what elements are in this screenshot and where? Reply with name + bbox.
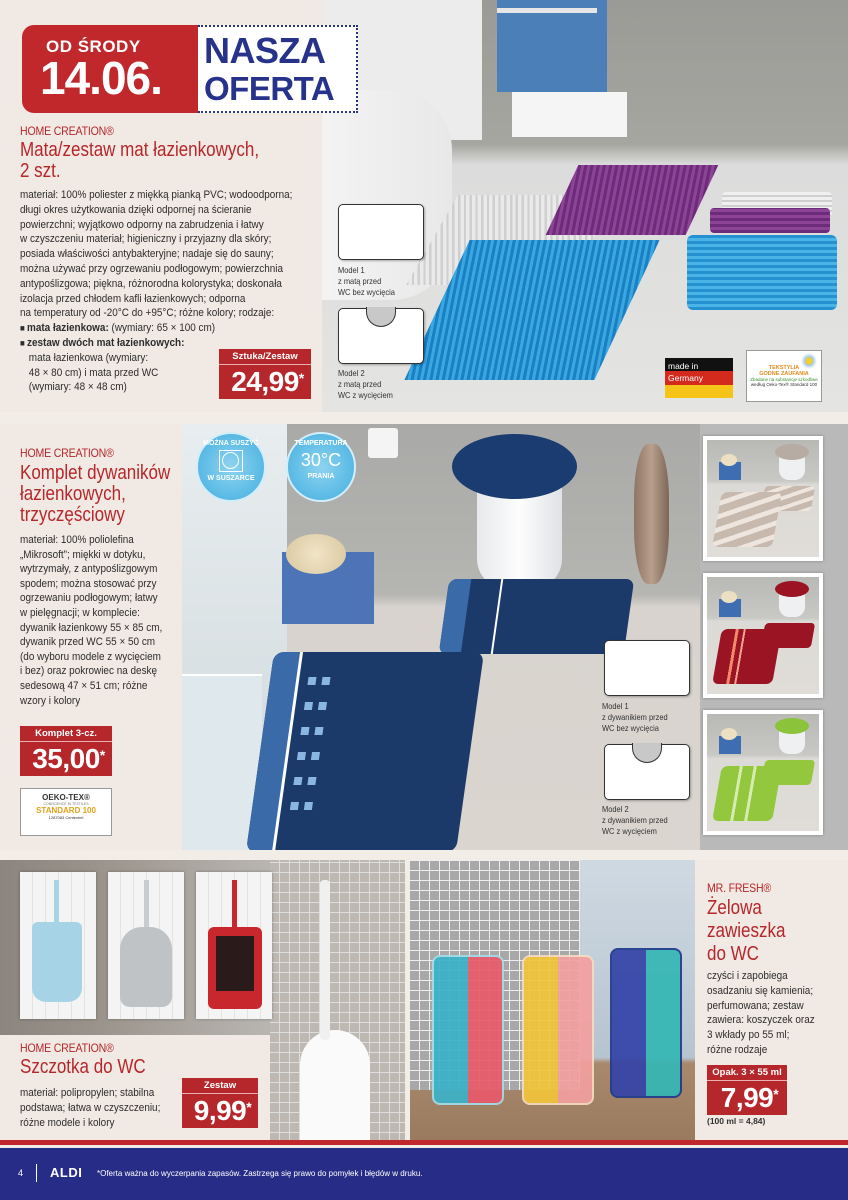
product-image-rug-set bbox=[182, 424, 700, 850]
product-description: materiał: 100% poliolefina „Mikrosoft”; miękki w dotyku, wytrzymały, z antypoślizgowym spodem; można stosować przy ogrzewaniu podłogowym; łatwy w pielęgnacji; w komplecie: dywanik łazienkowy 55 × 85 cm, dywanik przed WC 55 × 50 cm (do wyboru modele z wycięciem i bez) oraz pokrowiec na deskę sedesową 47 × 51 cm; różne wzory i kolory bbox=[20, 534, 163, 707]
cabinet-image bbox=[497, 0, 607, 92]
variant-thumb-beige bbox=[703, 436, 823, 561]
unit-price: (100 ml = 4,84) bbox=[707, 1116, 766, 1126]
pack-blue-red bbox=[432, 955, 504, 1105]
oeko-tex-certificate-badge: TEKSTYLIA GODNE ZAUFANIA Zbadane na substancje szkodliwe według Oeko-Tex® Standard 100 bbox=[746, 350, 822, 402]
model-2-shape-icon bbox=[604, 744, 690, 800]
product-description: materiał: polipropylen; stabilna podstawa; łatwa w czyszczeniu; różne modele i kolory bbox=[20, 1087, 161, 1129]
variant-thumb-green bbox=[703, 710, 823, 835]
aldi-logo: ALDI bbox=[50, 1165, 83, 1180]
flower-icon bbox=[801, 353, 817, 369]
pouf-image bbox=[286, 534, 346, 574]
page-number: 4 bbox=[18, 1168, 24, 1178]
model-1-shape-icon bbox=[338, 204, 424, 260]
disclaimer: *Oferta ważna do wyczerpania zapasów. Zastrzega się prawo do pomyłek i błędów w druku. bbox=[97, 1169, 423, 1178]
variant-item: ■ zestaw dwóch mat łazienkowych: bbox=[20, 336, 185, 349]
brush-holder-white bbox=[300, 1030, 370, 1142]
toilet-image bbox=[452, 434, 582, 599]
model-2-shape-icon bbox=[338, 308, 424, 364]
product-brand: HOME CREATION® bbox=[20, 446, 114, 460]
model-1-caption: Model 1 z dywanikiem przed WC bez wycięcia bbox=[602, 701, 668, 733]
variant-item: ■ mata łazienkowa: (wymiary: 65 × 100 cm) bbox=[20, 322, 216, 335]
brush-variant-grey bbox=[108, 872, 184, 1019]
product-title: Komplet dywaników łazienkowych, trzyczęściowy bbox=[20, 462, 171, 526]
oeko-tex-standard-100-badge: OEKO-TEX® CONFIDENCE IN TEXTILES STANDARD 100 1287083 Centexbel bbox=[20, 788, 112, 836]
color-variants-list bbox=[703, 436, 823, 847]
vase-image bbox=[634, 444, 669, 584]
brush-variant-blue bbox=[20, 872, 96, 1019]
product-brand: HOME CREATION® bbox=[20, 1041, 114, 1055]
product-brand: HOME CREATION® bbox=[20, 124, 114, 138]
variant-thumb-red bbox=[703, 573, 823, 698]
pack-blue-teal bbox=[610, 948, 682, 1098]
footer-accent-bar bbox=[0, 1140, 848, 1145]
model-2-caption: Model 2 z dywanikiem przed WC z wycięciem bbox=[602, 804, 668, 836]
model-2-caption: Model 2 z matą przed WC z wycięciem bbox=[338, 368, 393, 400]
brush-variant-red bbox=[196, 872, 272, 1019]
product-title-line2: 2 szt. bbox=[20, 160, 61, 182]
tumble-dry-icon bbox=[219, 450, 243, 472]
model-1-caption: Model 1 z matą przed WC bez wycięcia bbox=[338, 265, 395, 297]
tumble-dry-badge: MOŻNA SUSZYĆ W SUSZARCE bbox=[196, 432, 266, 502]
wash-temperature-badge: TEMPERATURA 30°C PRANIA bbox=[286, 432, 356, 502]
product-description: czyści i zapobiega osadzaniu się kamienia; perfumowana; zestaw zawiera: koszyczek oraz 3 wkłady po 55 ml; różne rodzaje bbox=[707, 970, 815, 1056]
price-tag: Zestaw 9,99 * bbox=[182, 1078, 258, 1128]
product-image-bath-mats bbox=[322, 0, 848, 412]
product-description: materiał: 100% poliester z miękką pianką PVC; wodoodporna; długi okres użytkowania dzięki odpornej na ścieranie powierzchni; wyjątkowo odporny na zabrudzenia i łatwy w czyszczeniu materiał; higieniczny i przyjazny dla skóry; posiada właściwości antybakteryjne; nadaje się do sauny; można używać przy ogrzewaniu podłogowym; powierzchnia antypoślizgowa; piękna, różnorodna kolorystyka; doskonała izolacja przed chłodem kafli łazienkowych; odporna na temperatury od -20°C do +95°C; różne kolory; rodzaje: ■ mata łazienkowa: (wymiary: 65 × 100 cm) ■ zestaw dwóch mat łazienkowych: mata łazienkowa (wymiary: 48 × 80 cm) i mata przed WC (wymiary: 48 × 48 cm) bbox=[20, 189, 293, 394]
offer-badge: NASZA OFERTA bbox=[198, 25, 358, 113]
footer bbox=[0, 1148, 848, 1200]
product-title: Szczotka do WC bbox=[20, 1056, 146, 1078]
model-1-shape-icon bbox=[604, 640, 690, 696]
bath-rug-image bbox=[246, 652, 484, 850]
product-brand: MR. FRESH® bbox=[707, 881, 772, 895]
price-tag: Sztuka/Zestaw 24,99 * bbox=[219, 349, 311, 399]
made-in-germany-badge: made in Germany bbox=[665, 358, 733, 398]
divider bbox=[36, 1164, 37, 1182]
product-title: Mata/zestaw mat łazienkowych, bbox=[20, 139, 260, 161]
toilet-paper-image bbox=[368, 428, 398, 458]
product-image-mr-fresh bbox=[410, 860, 695, 1142]
pack-yellow-pink bbox=[522, 955, 594, 1105]
price-tag: Opak. 3 × 55 ml 7,99 * bbox=[707, 1065, 787, 1115]
date-badge: OD ŚRODY 14.06. bbox=[22, 25, 202, 113]
price-tag: Komplet 3-cz. 35,00 * bbox=[20, 726, 112, 776]
product-title: Żelowa zawieszka do WC bbox=[707, 897, 786, 965]
